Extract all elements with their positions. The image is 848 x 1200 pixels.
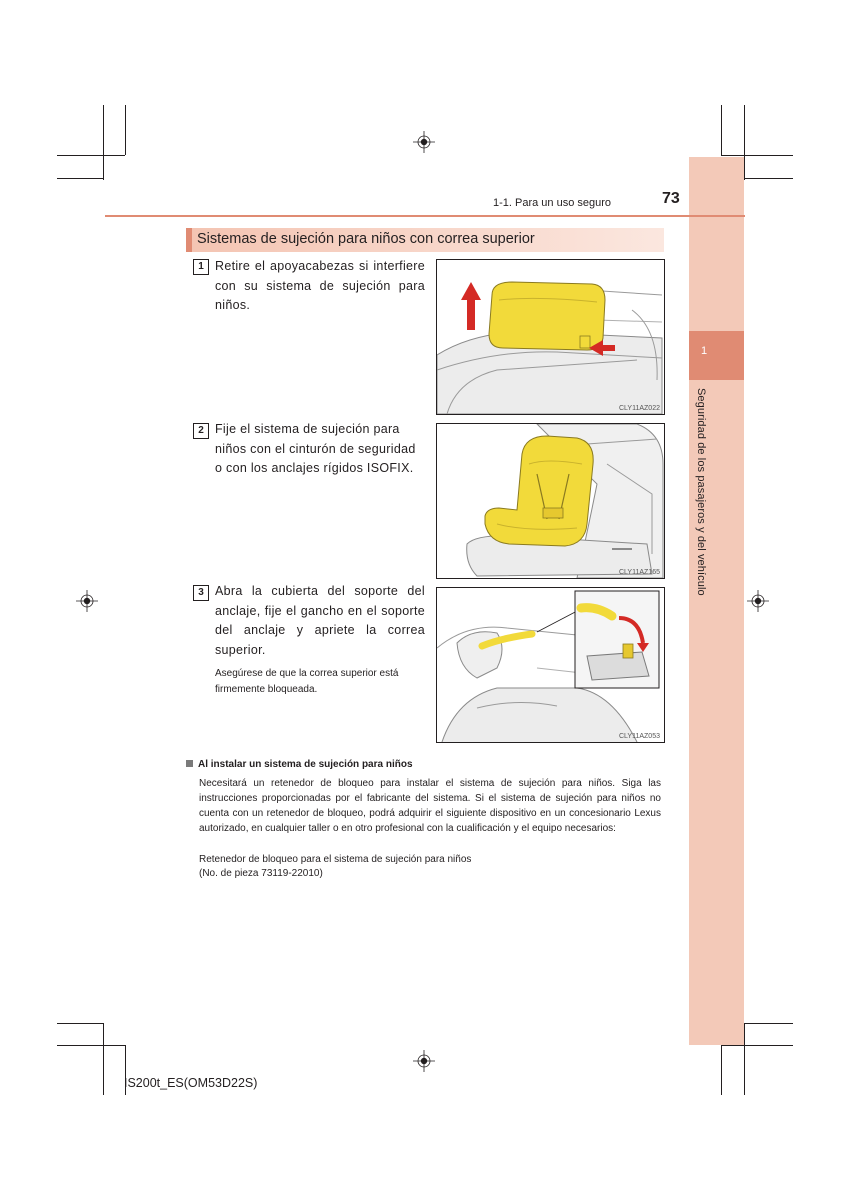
step-number-3: 3 bbox=[193, 585, 209, 601]
figure-child-seat bbox=[436, 423, 665, 579]
note-heading bbox=[186, 759, 413, 770]
crop-mark bbox=[57, 1023, 104, 1024]
crop-mark bbox=[103, 1023, 104, 1095]
crop-mark bbox=[57, 155, 125, 156]
figure-code: CLY11AZ022 bbox=[619, 405, 660, 412]
step-3-text: Abra la cubierta del soporte del anclaje, fije el gancho en el soporte del anclaje y apriete la correa superior. bbox=[215, 584, 425, 657]
page-number: 73 bbox=[662, 190, 680, 207]
crop-mark bbox=[57, 178, 104, 179]
header-rule bbox=[105, 215, 745, 217]
crop-mark bbox=[103, 105, 104, 180]
note-item-line-2: (No. de pieza 73119-22010) bbox=[199, 868, 323, 879]
figure-code: CLY11AZ165 bbox=[619, 569, 660, 576]
title-accent bbox=[186, 228, 192, 252]
step-number-1: 1 bbox=[193, 259, 209, 275]
section-title-bar bbox=[186, 228, 664, 252]
step-3-note: Asegúrese de que la correa superior está firmemente bloqueada. bbox=[215, 668, 399, 695]
registration-mark-icon bbox=[413, 131, 435, 153]
crop-mark bbox=[744, 1023, 745, 1095]
note-item-line-1: Retenedor de bloqueo para el sistema de sujeción para niños bbox=[199, 854, 472, 865]
crop-mark bbox=[744, 105, 745, 180]
step-2-text: Fije el sistema de sujeción para niños con el cinturón de seguridad o con los anclajes rígidos ISOFIX. bbox=[215, 422, 416, 475]
registration-mark-icon bbox=[747, 590, 769, 612]
document-code: IS200t_ES(OM53D22S) bbox=[124, 1076, 258, 1090]
child-seat-illustration bbox=[437, 424, 664, 578]
crop-mark bbox=[744, 1023, 793, 1024]
crop-mark bbox=[57, 1045, 125, 1046]
crop-mark bbox=[744, 178, 793, 179]
running-header: 1-1. Para un uso seguro bbox=[493, 197, 612, 209]
registration-mark-icon bbox=[76, 590, 98, 612]
anchor-bracket-illustration bbox=[437, 588, 664, 742]
step-1-text: Retire el apoyacabezas si interfiere con su sistema de sujeción para niños. bbox=[215, 259, 425, 312]
figure-headrest-removal bbox=[436, 259, 665, 415]
figure-code: CLY11AZ053 bbox=[619, 733, 660, 740]
chapter-tab bbox=[689, 331, 744, 380]
crop-mark bbox=[721, 1045, 722, 1095]
crop-mark bbox=[721, 1045, 793, 1046]
crop-mark bbox=[721, 155, 793, 156]
crop-mark bbox=[125, 105, 126, 155]
chapter-label-text: Seguridad de los pasajeros y del vehículo bbox=[695, 388, 707, 596]
chapter-number: 1 bbox=[701, 345, 708, 357]
registration-mark-icon bbox=[413, 1050, 435, 1072]
side-band bbox=[689, 157, 744, 1045]
note-title: Al instalar un sistema de sujeción para niños bbox=[198, 759, 413, 770]
chapter-label bbox=[695, 388, 711, 598]
square-bullet-icon bbox=[186, 760, 193, 767]
step-number-2: 2 bbox=[193, 423, 209, 439]
headrest-illustration bbox=[437, 260, 664, 414]
note-paragraph: Necesitará un retenedor de bloqueo para instalar el sistema de sujeción para niños. Siga las instrucciones proporcionadas por el fabricante del sistema. Si el sistema de sujeción para niños no cuenta con un retenedor de bloqueo, podrá adquirir el siguiente dispositivo en un concesionario Lexus autorizado, en cualquier taller o en otro profesional con la cualificación y el equipo necesarios: bbox=[199, 778, 661, 834]
section-title: Sistemas de sujeción para niños con correa superior bbox=[197, 231, 535, 247]
figure-anchor-bracket bbox=[436, 587, 665, 743]
crop-mark bbox=[721, 105, 722, 155]
